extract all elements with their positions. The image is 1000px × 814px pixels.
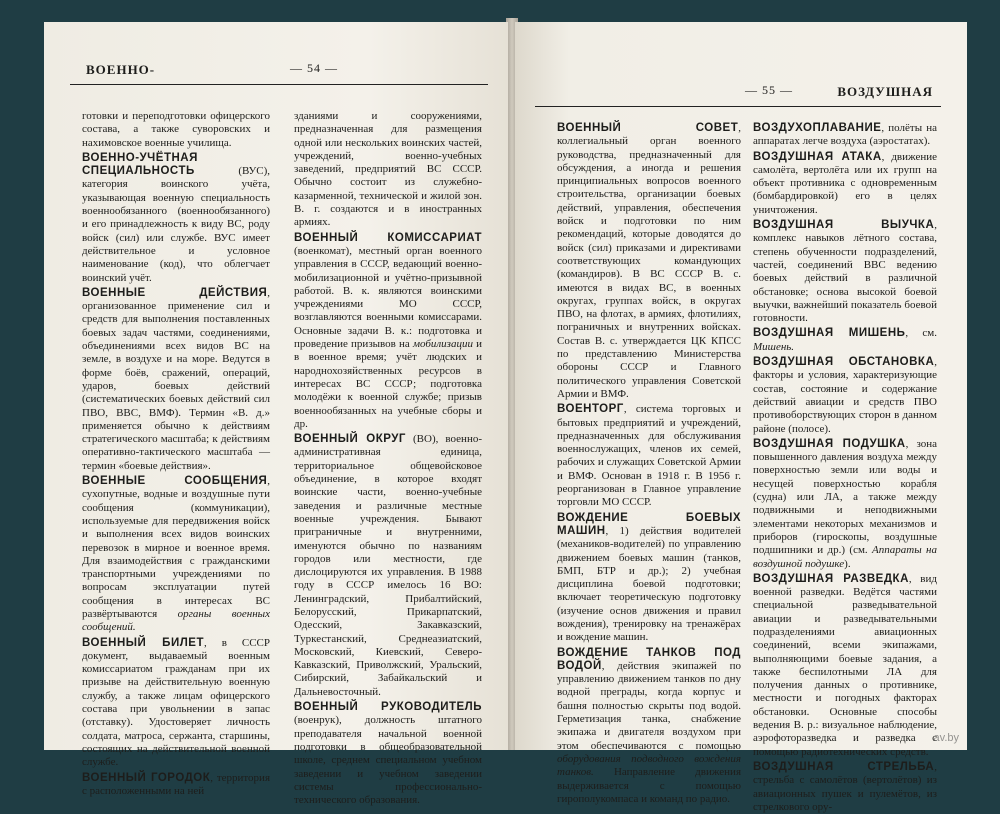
entry-text: , см. bbox=[905, 327, 937, 340]
entry-text: , зона повышенного давления воздуха между поверхностью земли или воды и несущей поверхностью корабля (судна) или ЛА, а также между подвижными и неподвижными элементами некоторых механизмов и приборов (гироскопы, воздушные подшипники и др.) (см. bbox=[753, 437, 937, 557]
entry-headword: ВОЕННЫЙ КОМИССАРИАТ bbox=[294, 231, 482, 244]
left-page bbox=[44, 22, 508, 807]
dictionary-entry bbox=[753, 122, 937, 149]
watermark: av.by bbox=[933, 732, 959, 744]
dictionary-entry bbox=[82, 152, 270, 285]
entry-headword: ВОЕННЫЙ РУКОВОДИТЕЛЬ bbox=[294, 701, 482, 714]
dictionary-entry bbox=[753, 151, 937, 217]
right-column-1 bbox=[557, 122, 741, 805]
entry-cross-reference: мобилизации bbox=[412, 338, 473, 351]
left-page-number: — 54 — bbox=[290, 61, 338, 75]
right-column-2 bbox=[753, 122, 937, 813]
dictionary-entry bbox=[753, 438, 937, 571]
entry-cross-reference: Мишень. bbox=[753, 340, 795, 353]
dictionary-entry bbox=[753, 327, 937, 354]
entry-headword: ВОЗДУШНАЯ АТАКА bbox=[753, 150, 882, 163]
dictionary-entry bbox=[753, 356, 937, 436]
dictionary-entry bbox=[557, 122, 741, 401]
entry-text: , 1) действия водителей (механиков-водителей) по управлению движением боевых машин (танков, БМП, БТР и др.); 2) учебная дисциплина боевой подготовки; включает теоретическую подготовку (изучение основ движения и правил вождения), тренировку на тренажёрах и вождение машин. bbox=[557, 524, 741, 644]
entry-text: , организованное применение сил и средств для выполнения поставленных боевых задач частями, соединениями, объединениями всех видов ВС на земле, в воздухе и на море. Ведутся в форме боёв, сражений, операций, ударов, боевых действий (систематических боевых действий сил ПВО, ВВС, ВМФ). Термин «В. д.» применяется обычно к действиям стратегического масштаба; к действиям оперативно-тактического масштаба — термин «боевые действия». bbox=[82, 286, 270, 472]
entry-text: , система торговых и бытовых предприятий и учреждений, предназначенных для обслуживания военнослужащих, членов их семей, рабочих и служащих Советской Армии и ВМФ. Основан в 1918 г. В 1956 г. реорганизован в Главное управление торговли МО СССР. bbox=[557, 403, 741, 509]
dictionary-entry bbox=[82, 772, 270, 799]
entry-headword: ВОЗДУШНАЯ РАЗВЕДКА bbox=[753, 572, 909, 585]
left-header-word: ВОЕННО- bbox=[86, 62, 156, 77]
right-header-word: ВОЗДУШНАЯ bbox=[837, 84, 933, 99]
entry-headword: ВОЕННЫЙ СОВЕТ bbox=[557, 122, 739, 134]
entry-text: (ВУС), категория воинского учёта, указывающая военную специальность военнообязанного (военнообязанного) и его принадлежность к виду ВС, роду войск (сил) или службе. ВУС имеет действительное и условное наименование (код), что облегчает воинский учёт. bbox=[82, 165, 270, 284]
entry-headword: ВОЕННЫЕ СООБЩЕНИЯ bbox=[82, 475, 268, 488]
left-column-1 bbox=[82, 110, 270, 797]
right-text-area bbox=[557, 122, 937, 813]
dictionary-entry bbox=[557, 512, 741, 645]
dictionary-entry bbox=[294, 110, 482, 230]
entry-headword: ВОЕННО-УЧЁТНАЯ СПЕЦИАЛЬНОСТЬ bbox=[82, 151, 198, 178]
entry-headword: ВОЕННЫЕ ДЕЙСТВИЯ bbox=[82, 286, 268, 299]
right-running-header bbox=[535, 80, 941, 107]
dictionary-entry bbox=[82, 287, 270, 473]
dictionary-entry bbox=[294, 433, 482, 699]
dictionary-entry bbox=[82, 110, 270, 150]
entry-text: , комплекс навыков лётного состава, степень обученности подразделений, частей, соединений ВВС ведению боевых действий в различной обстановке; основа высокой боевой выучки, важнейший показатель боевой готовности. bbox=[753, 219, 937, 325]
entry-headword: ВОЕННЫЙ ГОРОДОК bbox=[82, 771, 211, 784]
entry-headword: ВОЗДУХОПЛАВАНИЕ bbox=[753, 122, 882, 134]
entry-text: и в военное время; учёт людских и народнохозяйственных ресурсов в интересах ВС СССР; подготовка молодёжи к военной службе; призыв военнообязанных на учебные сборы и др. bbox=[294, 338, 482, 430]
entry-cross-reference: органы военных сообщений. bbox=[82, 607, 270, 634]
entry-text: (военрук), должность штатного преподавателя начальной военной подготовки в общеобразовательной школе, среднем специальном учебном заведении и учебном заведении системы профессионально-технического образования. bbox=[294, 714, 482, 807]
left-text-area bbox=[82, 110, 482, 807]
dictionary-entry bbox=[82, 637, 270, 770]
entry-cross-reference: Аппараты на воздушной подушке bbox=[753, 544, 937, 570]
dictionary-entry bbox=[753, 573, 937, 759]
entry-headword: ВОЖДЕНИЕ БОЕВЫХ МАШИН bbox=[557, 511, 741, 537]
entry-text: (военкомат), местный орган военного управления в СССР, ведающий военно-мобилизационной и учётно-призывной работой. В. к. являются воинскими учреждениями МО СССР, возглавляются военными комиссарами. Основные задачи В. к.: подготовка и проведение призывов на bbox=[294, 244, 482, 351]
right-page-number: — 55 — bbox=[745, 83, 793, 97]
entry-headword: ВОЗДУШНАЯ ВЫУЧКА bbox=[753, 219, 935, 232]
entry-headword: ВОЗДУШНАЯ МИШЕНЬ bbox=[753, 327, 906, 340]
entry-text: Направление движения выдерживается с помощью гирополукомпаса и команд по радио. bbox=[557, 766, 741, 805]
dictionary-entry bbox=[557, 647, 741, 807]
entry-text: , коллегиальный орган военного руководства, предназначенный для обсуждения, а иногда и решения принципиальных вопросов военного строительства, организации боевых действий, управления, обеспечения войск и подготовки по ним рекомендаций, которые доводятся до войск (сил) приказами и директивами соответствующих командующих (командиров). В ВС СССР В. с. имеются в видах ВС, в военных округах, группах войск, в округах ПВО, на флотах, в армиях, флотилиях, пограничных и внутренних войсках. Состав В. с. утверждается ЦК КПСС по представлению Министерства обороны СССР и Главного политического управления Советской Армии и ВМФ. bbox=[557, 122, 741, 400]
entry-headword: ВОЕНТОРГ bbox=[557, 403, 624, 416]
dictionary-entry bbox=[82, 475, 270, 635]
entry-text: готовки и переподготовки офицерского состава, а также суворовских и нахимовское военные училища. bbox=[82, 110, 270, 149]
entry-text: , вид военной разведки. Ведётся частями специальной разведывательной авиации и разведывательными подразделениями авиационных соединений, всеми экипажами, выполняющими боевые задания, а также беспилотными ЛА для получения данных о противнике, местности и погодных факторах обстановки. Основные способы ведения В. р.: визуальное наблюдение, аэрофоторазведка и разведка с помощью радиотехнических средств. bbox=[753, 572, 937, 758]
entry-text: , территория с расположенными на ней bbox=[82, 771, 270, 797]
entry-headword: ВОЕННЫЙ БИЛЕТ bbox=[82, 636, 204, 649]
dictionary-entry bbox=[294, 232, 482, 431]
entry-text: зданиями и сооружениями, предназначенная для размещения одной или нескольких воинских частей, учреждений, военно-учебных заведений, предприятий ВС СССР. Обычно состоит из служебно-казарменной, технической и жилой зон. В. г. создаются и в иностранных армиях. bbox=[294, 110, 482, 229]
dictionary-entry bbox=[294, 701, 482, 807]
dictionary-entry bbox=[557, 403, 741, 509]
entry-text: , полёты на аппаратах легче воздуха (аэростатах). bbox=[753, 122, 937, 148]
entry-text: (ВО), военно-административная единица, территориальное общевойсковое объединение, в которое входят воинские части, военно-учебные заведения и различные местные военные учреждения. Бывают приграничные и внутренними, именуются обычно по названиям городов или местности, где дислоцируются их управления. В 1988 году в СССР имелось 16 ВО: Ленинградский, Прибалтийский, Белорусский, Прикарпатский, Одесский, Закавказский, Туркестанский, Среднеазиатский, Московский, Киевский, Северо-Кавказский, Приволжский, Уральский, Сибирский, Забайкальский и Дальневосточный. bbox=[294, 433, 482, 698]
dictionary-entry bbox=[753, 761, 937, 814]
entry-text: , движение самолёта, вертолёта или их групп на объект противника с одновременным (бомбардировкой) его в целях уничтожения. bbox=[753, 150, 937, 216]
entry-headword: ВОЖДЕНИЕ ТАНКОВ ПОД ВОДОЙ bbox=[557, 646, 741, 672]
entry-headword: ВОЕННЫЙ ОКРУГ bbox=[294, 433, 406, 446]
right-page bbox=[515, 22, 967, 813]
entry-headword: ВОЗДУШНАЯ СТРЕЛЬБА bbox=[753, 760, 935, 773]
entry-text: ). bbox=[844, 557, 851, 570]
left-column-2 bbox=[294, 110, 482, 807]
entry-cross-reference: оборудования подводного вождения танков. bbox=[557, 752, 741, 779]
entry-headword: ВОЗДУШНАЯ ПОДУШКА bbox=[753, 437, 906, 450]
dictionary-entry bbox=[753, 219, 937, 325]
entry-text: , действия экипажей по управлению движением танков по дну водной преграды, когда корпус и башня полностью скрыты под водой. Герметизация танка, снабжение экипажа и двигателя воздухом при этом обеспечиваются с помощью bbox=[557, 659, 741, 752]
left-running-header bbox=[70, 58, 488, 85]
entry-text: , стрельба с самолётов (вертолётов) из авиационных пушек и пулемётов, из стрелкового ору- bbox=[753, 760, 937, 813]
entry-text: , в СССР документ, выдаваемый военным комиссариатом гражданам при их призыве на действительную военную службу, а также лицам офицерского состава при увольнении в запас (отставку). Удостоверяет личность солдата, матроса, сержанта, старшины, состоящих на действительной военной службе. bbox=[82, 636, 270, 769]
entry-text: , факторы и условия, характеризующие состав, состояние и содержание действий авиации и средств ПВО противоборствующих сторон в данном районе (полосе). bbox=[753, 356, 937, 435]
entry-text: , сухопутные, водные и воздушные пути сообщения (коммуникации), используемые для передвижения войск и выполнения всех видов воинских перевозок в мирное и военное время. Для взаимодействия с гражданскими транспортными учреждениями по вопросам эксплуатации путей сообщения в интересах ВС развёртываются bbox=[82, 475, 270, 620]
entry-headword: ВОЗДУШНАЯ ОБСТАНОВКА bbox=[753, 356, 935, 369]
